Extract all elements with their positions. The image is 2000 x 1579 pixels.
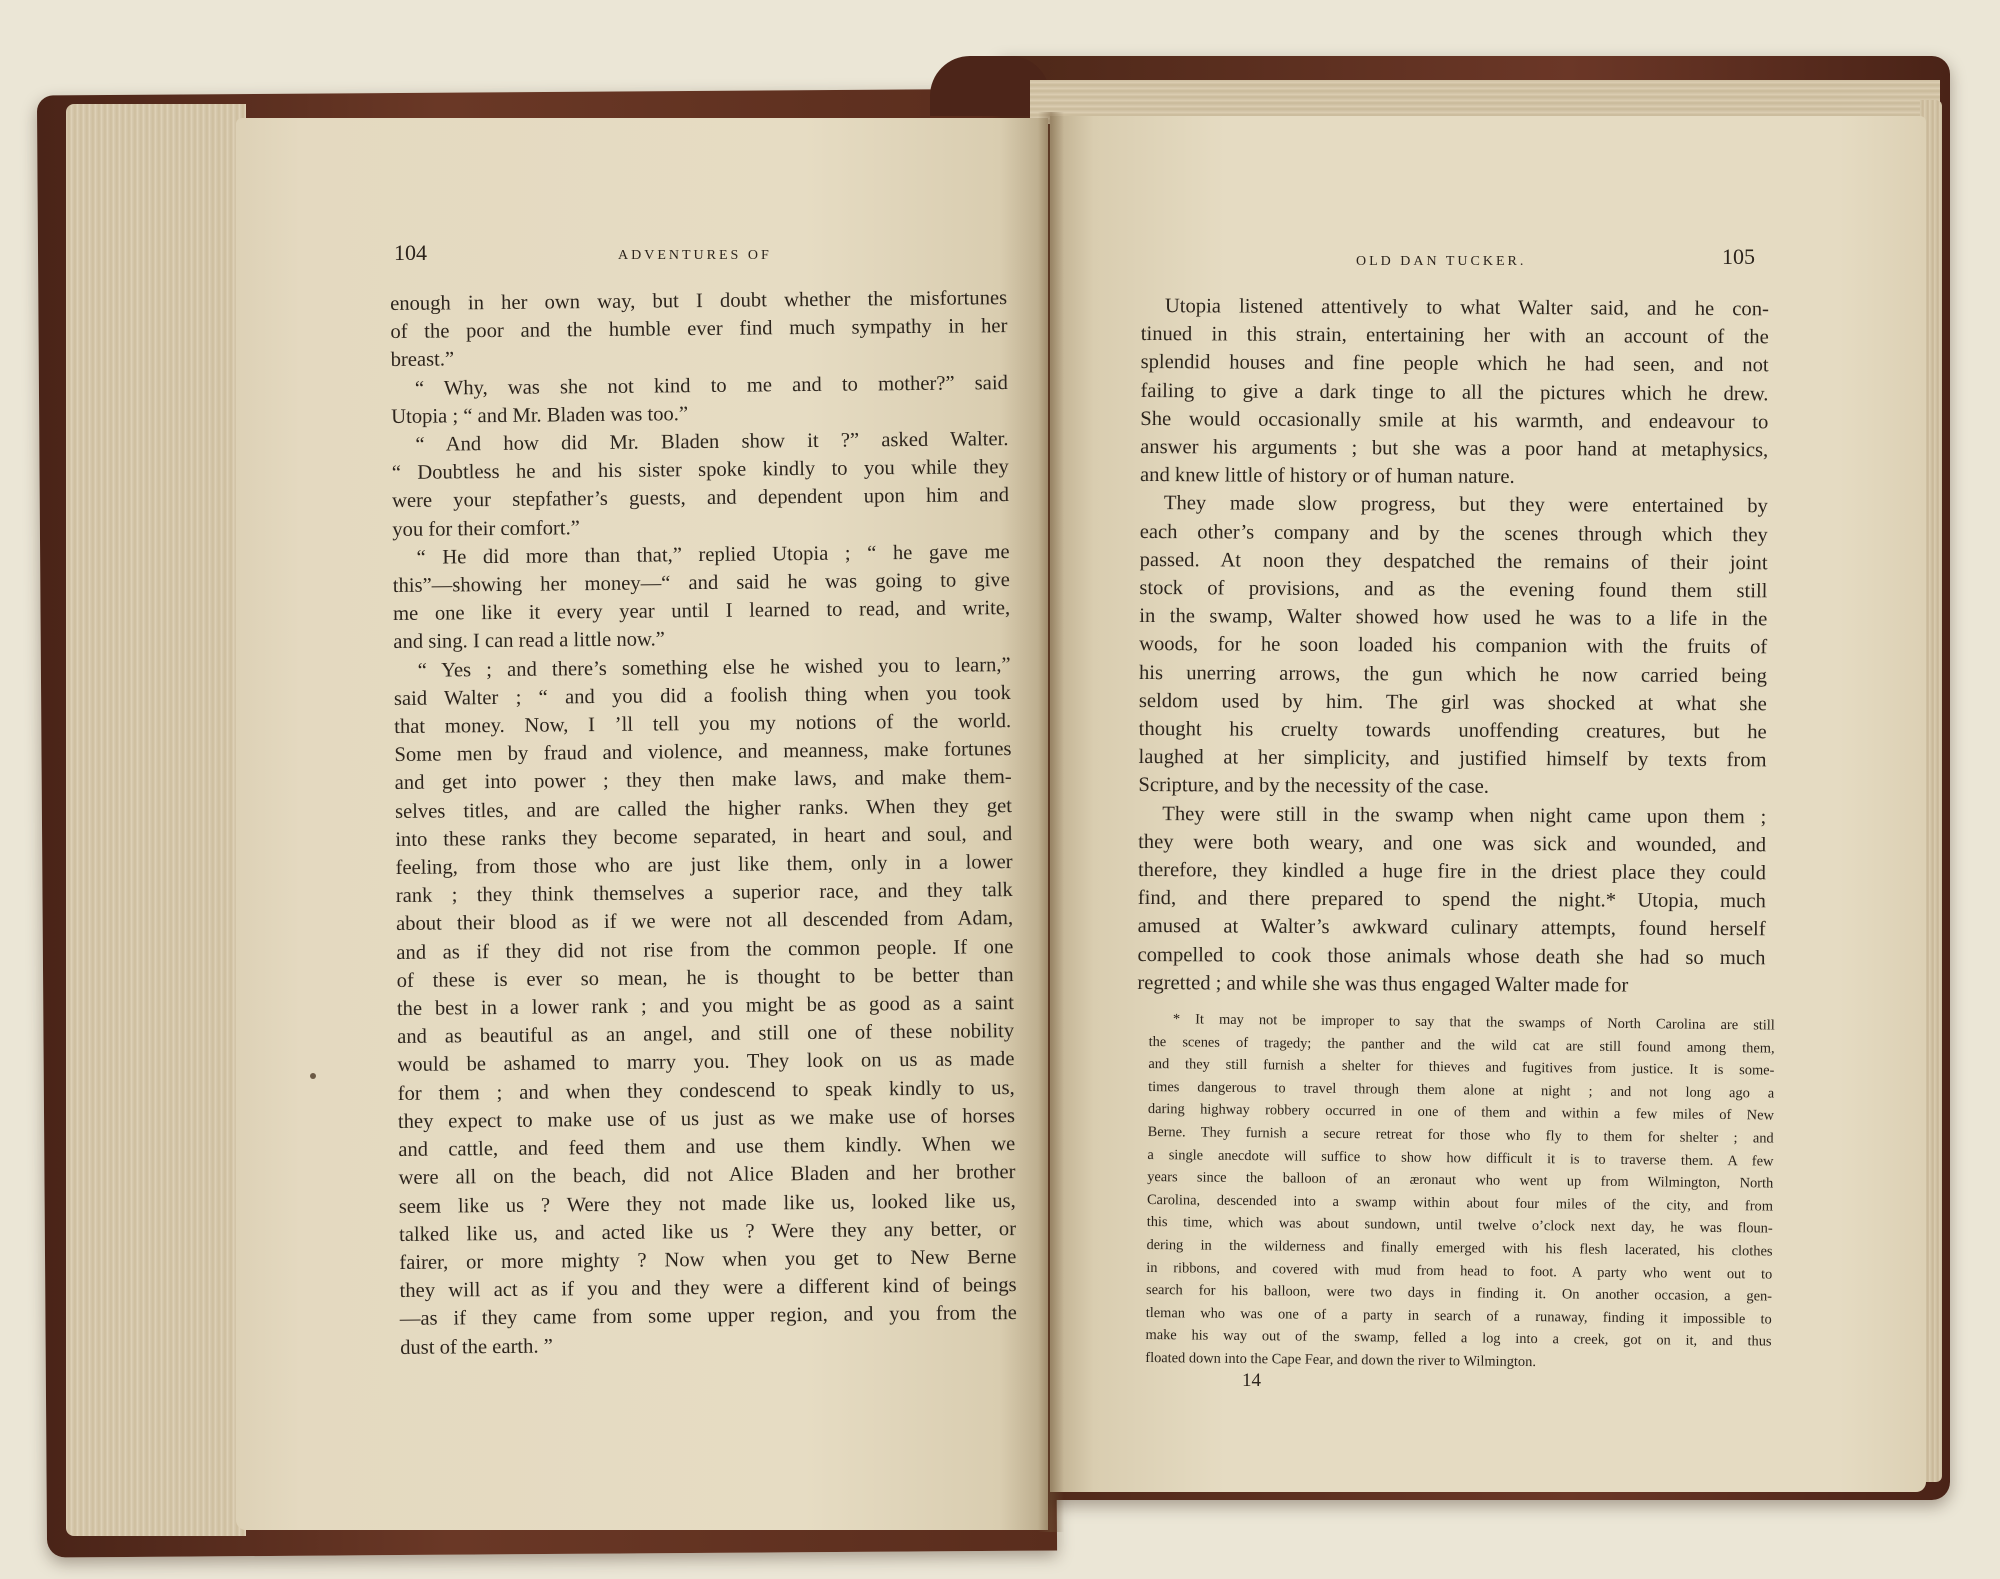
footnote xyxy=(1145,1008,1775,1376)
footnote-line: the scenes of tragedy; the panther and the wild cat are still found among them, xyxy=(1148,1033,1775,1057)
left-page-body xyxy=(390,284,1017,1362)
text-line: tinued in this strain, entertaining her with an account of the xyxy=(1140,323,1769,349)
book-gutter xyxy=(1038,112,1064,1532)
text-line: me one like it every year until I learned to read, and write, xyxy=(393,597,1011,626)
text-line: seldom used by him. The girl was shocked at what she xyxy=(1138,689,1767,716)
footnote-line: Carolina, descended into a swamp within about four miles of the city, and from xyxy=(1146,1191,1774,1215)
text-line: said Walter ; “ and you did a foolish thing when you took xyxy=(393,681,1012,710)
footnote-line: * It may not be improper to say that the swamps of North Carolina are still xyxy=(1172,1011,1775,1034)
text-line: into these ranks they become separated, in heart and soul, and xyxy=(395,822,1013,851)
text-line: each other’s company and by the scenes through which they xyxy=(1139,520,1768,546)
text-line: rank ; they think themselves a superior race, and they talk xyxy=(395,879,1013,908)
page-number-right: 105 xyxy=(1722,244,1755,269)
text-line: and as if they did not rise from the common people. If one xyxy=(396,935,1014,964)
text-line: They were still in the swamp when night came upon them ; xyxy=(1162,802,1767,828)
text-line: “ Yes ; and there’s something else he wished you to learn,” xyxy=(417,653,1011,682)
text-line: amused at Walter’s awkward culinary attempts, found herself xyxy=(1137,915,1766,941)
text-line: for them ; and when they condescend to speak kindly to us, xyxy=(397,1076,1015,1105)
text-line: “ He did more than that,” replied Utopia ; “ he gave me xyxy=(416,540,1010,569)
text-line: regretted ; and while she was thus engaged Walter made for xyxy=(1137,971,1629,997)
text-line: they expect to make use of us just as we make use of horses xyxy=(397,1104,1016,1133)
text-line: Scripture, and by the necessity of the case. xyxy=(1138,774,1490,799)
footnote-line: in ribbons, and covered with mud from head to foot. A party who went out to xyxy=(1146,1259,1773,1283)
text-line: woods, for he soon loaded his companion with the fruits of xyxy=(1139,633,1768,659)
footnote-line: this time, which was about sundown, until twelve o’clock next day, he was floun- xyxy=(1146,1214,1773,1237)
footnote-line: floated down into the Cape Fear, and down the river to Wilmington. xyxy=(1145,1349,1537,1370)
text-line: and get into power ; they then make laws, and make them- xyxy=(394,766,1012,795)
text-line: would be ashamed to marry you. They look on us as made xyxy=(397,1048,1015,1077)
text-line: and knew little of history or of human nature. xyxy=(1139,464,1515,489)
text-line: “ Doubtless he and his sister spoke kindly to you while they xyxy=(391,456,1009,485)
text-line: that money. Now, I ’ll tell you my notions of the world. xyxy=(394,710,1012,739)
footnote-line: and they still furnish a shelter for thieves and fugitives from justice. It is some- xyxy=(1148,1056,1775,1079)
text-line: fairer, or more mighty ? Now when you get to New Berne xyxy=(399,1245,1017,1274)
footnote-line: years since the balloon of an æronaut who went up from Wilmington, North xyxy=(1147,1169,1774,1192)
text-line: and sing. I can read a little now.” xyxy=(393,628,665,654)
text-line: splendid houses and fine people which he had seen, and not xyxy=(1140,351,1769,377)
footnote-line: times dangerous to travel through them alone at night ; and not long ago a xyxy=(1148,1078,1775,1102)
text-line: of the poor and the humble ever find much sympathy in her xyxy=(390,315,1008,344)
signature-mark: 14 xyxy=(1242,1370,1261,1391)
text-line: Utopia listened attentively to what Walter said, and he con- xyxy=(1164,295,1769,321)
text-line: Utopia ; “ and Mr. Bladen was too.” xyxy=(391,402,689,428)
text-line: therefore, they kindled a huge fire in the driest place they could xyxy=(1137,859,1767,885)
text-line: —as if they came from some upper region, and you from the xyxy=(399,1302,1017,1331)
text-line: were all on the beach, did not Alice Bladen and her brother xyxy=(398,1161,1016,1190)
footnote-line: tleman who was one of a party in search of a runaway, finding it impossible to xyxy=(1145,1304,1772,1328)
running-head-left: ADVENTURES OF xyxy=(618,248,772,263)
text-line: answer his arguments ; but she was a poor hand at metaphysics, xyxy=(1140,436,1769,462)
text-line: they will act as if you and they were a different kind of beings xyxy=(399,1274,1017,1303)
footnote-line: daring highway robbery occurred in one of them and within a few miles of New xyxy=(1147,1101,1774,1124)
text-line: feeling, from those who are just like them, only in a lower xyxy=(395,851,1013,880)
text-line: enough in her own way, but I doubt whether the misfortunes xyxy=(390,287,1008,315)
page-edges-left xyxy=(66,104,246,1536)
text-line: about their blood as if we were not all descended from Adam, xyxy=(395,907,1014,936)
text-line: and as beautiful as an angel, and still one of these nobility xyxy=(397,1020,1015,1049)
text-line: passed. At noon they despatched the remains of their joint xyxy=(1139,548,1768,575)
text-line: were your stepfather’s guests, and dependent upon him and xyxy=(391,484,1010,513)
footnote-line: dering in the wilderness and finally emerged with his flesh lacerated, his clothes xyxy=(1146,1236,1773,1260)
text-line: “ And how did Mr. Bladen show it ?” asked Walter. xyxy=(415,428,1009,456)
text-line: seem like us ? Were they not made like us, looked like us, xyxy=(398,1189,1016,1218)
text-line: find, and there prepared to spend the night.* Utopia, much xyxy=(1137,887,1766,913)
paper-spot xyxy=(310,1073,316,1079)
footnote-line: make his way out of the swamp, felled a log into a creek, got on it, and thus xyxy=(1145,1327,1772,1350)
text-line: thought his cruelty towards unoffending creatures, but he xyxy=(1138,718,1767,744)
text-line: talked like us, and acted like us ? Were they any better, or xyxy=(398,1217,1017,1246)
text-line: this”—showing her money—“ and said he was going to give xyxy=(392,569,1010,598)
text-line: failing to give a dark tinge to all the pictures which he drew. xyxy=(1140,379,1769,405)
text-line: laughed at her simplicity, and justified himself by texts from xyxy=(1138,746,1767,772)
footnote-line: a single anecdote will suffice to show how difficult it is to traverse them. A few xyxy=(1147,1146,1774,1170)
text-line: in the swamp, Walter showed how used he was to a life in the xyxy=(1139,605,1768,631)
text-line: selves titles, and are called the higher ranks. When they get xyxy=(394,794,1013,823)
text-line: Some men by fraud and violence, and meanness, make fortunes xyxy=(394,738,1012,767)
text-line: compelled to cook those animals whose death she had so much xyxy=(1137,943,1766,969)
text-line: stock of provisions, and as the evening found them still xyxy=(1139,577,1768,603)
text-line: “ Why, was she not kind to me and to mother?” said xyxy=(414,371,1009,400)
text-line: of these is ever so mean, he is thought to be better than xyxy=(396,963,1014,992)
text-line: the best in a lower rank ; and you might be as good as a saint xyxy=(396,992,1014,1021)
text-line: his unerring arrows, the gun which he now carried being xyxy=(1138,661,1768,687)
running-head-right: OLD DAN TUCKER. xyxy=(1356,254,1527,269)
text-line: you for their comfort.” xyxy=(392,516,580,541)
text-line: They made slow progress, but they were entertained by xyxy=(1163,492,1768,518)
page-number-left: 104 xyxy=(394,240,427,265)
text-line: dust of the earth. ” xyxy=(400,1335,553,1359)
text-line: breast.” xyxy=(390,348,455,372)
text-line: and cattle, and feed them and use them kindly. When we xyxy=(398,1133,1016,1162)
text-line: She would occasionally smile at his warmth, and endeavour to xyxy=(1140,407,1769,434)
text-line: they were both weary, and one was sick and wounded, and xyxy=(1138,830,1767,857)
footnote-line: search for his balloon, were two days in finding it. On another occasion, a gen- xyxy=(1145,1282,1773,1305)
right-page-body xyxy=(1137,292,1769,1000)
footnote-line: Berne. They furnish a secure retreat for those who fly to them for shelter ; and xyxy=(1147,1123,1774,1147)
